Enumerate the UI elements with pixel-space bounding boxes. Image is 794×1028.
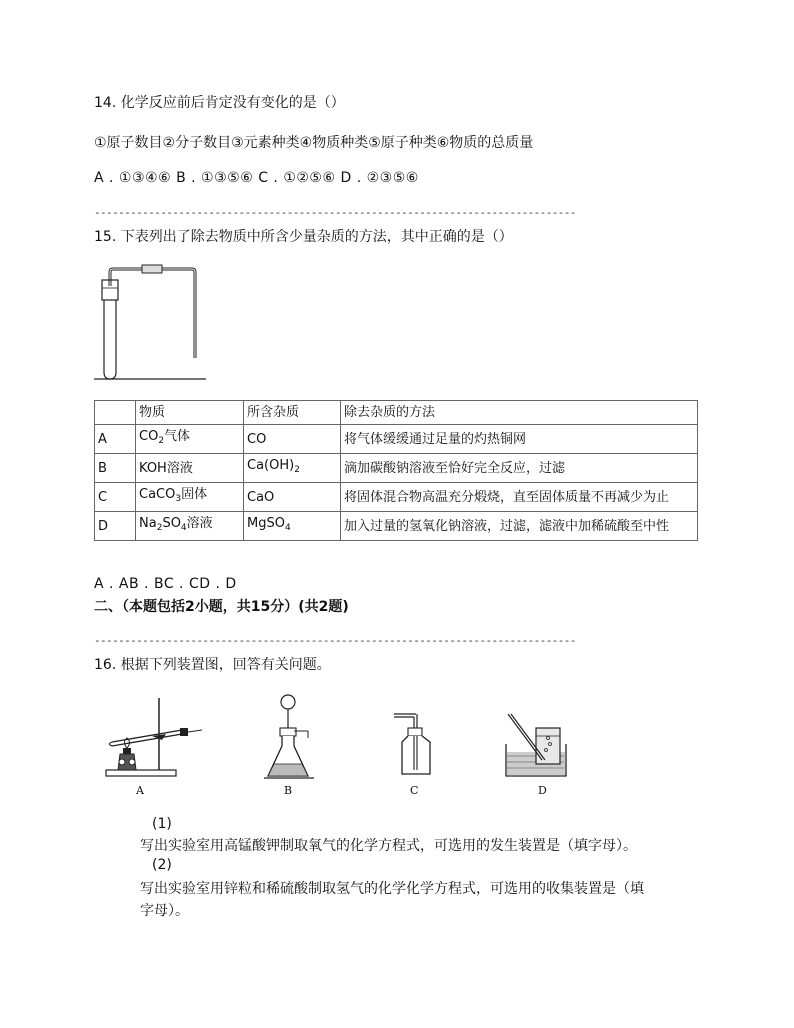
method-cell: 将气体缓缓通过足量的灼热铜网 <box>341 425 698 454</box>
row-label: C <box>95 483 136 512</box>
row-label: B <box>95 454 136 483</box>
impurity-cell: MgSO$_4$ <box>244 512 341 541</box>
q15-title: 15. 下表列出了除去物质中所含少量杂质的方法，其中正确的是（） <box>94 229 513 245</box>
row-label: A <box>95 425 136 454</box>
apparatus-c-figure <box>386 710 442 780</box>
substance-cell: $CO_2$气体 <box>136 425 244 454</box>
substance-cell: $Na_2SO_4$溶液 <box>136 512 244 541</box>
q16-part2-text-line1: 写出实验室用锌粒和稀硫酸制取氢气的化学化学方程式，可选用的收集装置是（填 <box>140 881 644 897</box>
q14-title: 14. 化学反应前后肯定没有变化的是（） <box>94 95 345 111</box>
apparatus-label-b: B <box>284 784 293 797</box>
q16-title: 16. 根据下列装置图，回答有关问题。 <box>94 657 331 673</box>
table-header-cell <box>95 401 136 425</box>
apparatus-d-figure <box>502 712 572 780</box>
section-heading: 二、（本题包括2小题，共15分）(共2题) <box>94 599 349 615</box>
impurity-cell: CaO <box>244 483 341 512</box>
q15-options: A . AB . BC . CD . D <box>94 576 237 592</box>
table-row <box>95 425 698 454</box>
impurity-removal-table <box>94 400 698 541</box>
table-header-cell: 所含杂质 <box>244 401 341 425</box>
table-header-cell: 除去杂质的方法 <box>341 401 698 425</box>
substance-cell: KOH溶液 <box>136 454 244 483</box>
impurity-cell: $Ca(OH)_2$ <box>244 454 341 483</box>
method-cell: 加入过量的氢氧化钠溶液，过滤，滤液中加稀硫酸至中性 <box>341 512 698 541</box>
substance-cell: CaCO$_3$固体 <box>136 483 244 512</box>
method-cell: 滴加碳酸钠溶液至恰好完全反应，过滤 <box>341 454 698 483</box>
separator: -------------------------------------------------------------------------------- <box>94 634 576 647</box>
apparatus-label-a: A <box>136 784 144 797</box>
table-row <box>95 512 698 541</box>
q14-options: A . ①③④⑥ B . ①③⑤⑥ C . ①②⑤⑥ D . ②③⑤⑥ <box>94 170 419 186</box>
q16-part1-number: (1) <box>152 816 172 832</box>
method-cell: 将固体混合物高温充分煅烧，直至固体质量不再减少为止 <box>341 483 698 512</box>
apparatus-label-c: C <box>410 784 419 797</box>
table-header-cell: 物质 <box>136 401 244 425</box>
q16-part2-text-line2: 字母）。 <box>140 903 189 919</box>
q16-part1-text: 写出实验室用高锰酸钾制取氧气的化学方程式，可选用的发生装置是（填字母）。 <box>140 838 637 854</box>
apparatus-a-figure <box>104 692 204 782</box>
table-row <box>95 483 698 512</box>
q16-part2-number: (2) <box>152 857 172 873</box>
apparatus-label-d: D <box>538 784 547 797</box>
table-header-row <box>95 401 698 425</box>
q15-apparatus-figure <box>92 258 212 384</box>
apparatus-b-figure <box>262 690 322 784</box>
impurity-cell: CO <box>244 425 341 454</box>
row-label: D <box>95 512 136 541</box>
q14-items: ①原子数目②分子数目③元素种类④物质种类⑤原子种类⑥物质的总质量 <box>94 135 534 151</box>
table-row <box>95 454 698 483</box>
separator: -------------------------------------------------------------------------------- <box>94 206 576 219</box>
